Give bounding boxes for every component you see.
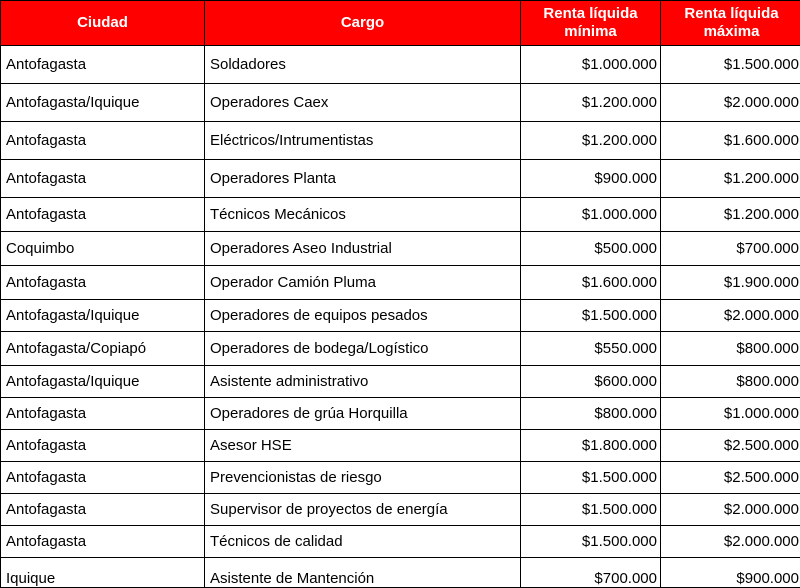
min-salary-cell[interactable]: $900.000 (521, 160, 661, 198)
position-cell[interactable]: Operador Camión Pluma (205, 266, 521, 300)
min-salary-cell[interactable]: $1.500.000 (521, 526, 661, 558)
max-salary-cell[interactable]: $800.000 (661, 332, 800, 366)
max-salary-cell[interactable]: $900.000 (661, 558, 800, 588)
max-salary-cell[interactable]: $2.500.000 (661, 462, 800, 494)
city-cell[interactable]: Antofagasta/Iquique (1, 84, 205, 122)
city-cell[interactable]: Antofagasta (1, 398, 205, 430)
min-salary-cell[interactable]: $550.000 (521, 332, 661, 366)
city-cell[interactable]: Coquimbo (1, 232, 205, 266)
city-cell[interactable]: Iquique (1, 558, 205, 588)
position-cell[interactable]: Operadores Aseo Industrial (205, 232, 521, 266)
max-salary-cell[interactable]: $2.000.000 (661, 526, 800, 558)
max-salary-cell[interactable]: $2.000.000 (661, 300, 800, 332)
header-min-line1: Renta líquida (525, 5, 656, 23)
table-row (1, 46, 800, 84)
min-salary-cell[interactable]: $1.600.000 (521, 266, 661, 300)
header-row (1, 1, 800, 46)
city-cell[interactable]: Antofagasta/Iquique (1, 366, 205, 398)
max-salary-cell[interactable]: $1.500.000 (661, 46, 800, 84)
min-salary-cell[interactable]: $800.000 (521, 398, 661, 430)
position-cell[interactable]: Eléctricos/Intrumentistas (205, 122, 521, 160)
max-salary-cell[interactable]: $1.200.000 (661, 198, 800, 232)
city-cell[interactable]: Antofagasta (1, 266, 205, 300)
city-cell[interactable]: Antofagasta/Copiapó (1, 332, 205, 366)
max-salary-cell[interactable]: $1.900.000 (661, 266, 800, 300)
city-cell[interactable]: Antofagasta (1, 462, 205, 494)
table-row (1, 430, 800, 462)
table-row (1, 198, 800, 232)
table-row (1, 122, 800, 160)
max-salary-cell[interactable]: $700.000 (661, 232, 800, 266)
max-salary-cell[interactable]: $1.200.000 (661, 160, 800, 198)
max-salary-cell[interactable]: $2.000.000 (661, 494, 800, 526)
min-salary-cell[interactable]: $1.000.000 (521, 198, 661, 232)
min-salary-cell[interactable]: $600.000 (521, 366, 661, 398)
position-cell[interactable]: Operadores Caex (205, 84, 521, 122)
city-cell[interactable]: Antofagasta (1, 526, 205, 558)
table-row (1, 300, 800, 332)
header-position[interactable]: Cargo (205, 1, 521, 46)
table-row (1, 84, 800, 122)
city-cell[interactable]: Antofagasta (1, 430, 205, 462)
max-salary-cell[interactable]: $2.000.000 (661, 84, 800, 122)
header-max-line2: máxima (665, 23, 798, 41)
table-row (1, 558, 800, 588)
position-cell[interactable]: Operadores de bodega/Logístico (205, 332, 521, 366)
city-cell[interactable]: Antofagasta (1, 122, 205, 160)
position-cell[interactable]: Operadores Planta (205, 160, 521, 198)
table-row (1, 398, 800, 430)
header-min-line2: mínima (525, 23, 656, 41)
city-cell[interactable]: Antofagasta (1, 160, 205, 198)
header-max-salary[interactable] (661, 1, 800, 46)
position-cell[interactable]: Técnicos Mecánicos (205, 198, 521, 232)
position-cell[interactable]: Operadores de grúa Horquilla (205, 398, 521, 430)
min-salary-cell[interactable]: $1.500.000 (521, 462, 661, 494)
position-cell[interactable]: Operadores de equipos pesados (205, 300, 521, 332)
position-cell[interactable]: Asistente administrativo (205, 366, 521, 398)
min-salary-cell[interactable]: $1.500.000 (521, 494, 661, 526)
min-salary-cell[interactable]: $1.500.000 (521, 300, 661, 332)
header-min-salary[interactable] (521, 1, 661, 46)
min-salary-cell[interactable]: $1.200.000 (521, 84, 661, 122)
position-cell[interactable]: Prevencionistas de riesgo (205, 462, 521, 494)
max-salary-cell[interactable]: $1.600.000 (661, 122, 800, 160)
table-row (1, 266, 800, 300)
min-salary-cell[interactable]: $1.000.000 (521, 46, 661, 84)
city-cell[interactable]: Antofagasta (1, 198, 205, 232)
position-cell[interactable]: Asistente de Mantención (205, 558, 521, 588)
city-cell[interactable]: Antofagasta (1, 46, 205, 84)
table-row (1, 232, 800, 266)
min-salary-cell[interactable]: $1.800.000 (521, 430, 661, 462)
table-row (1, 526, 800, 558)
min-salary-cell[interactable]: $1.200.000 (521, 122, 661, 160)
max-salary-cell[interactable]: $800.000 (661, 366, 800, 398)
max-salary-cell[interactable]: $2.500.000 (661, 430, 800, 462)
table-row (1, 160, 800, 198)
header-city[interactable]: Ciudad (1, 1, 205, 46)
table-row (1, 332, 800, 366)
position-cell[interactable]: Supervisor de proyectos de energía (205, 494, 521, 526)
table-row (1, 494, 800, 526)
table-row (1, 462, 800, 494)
position-cell[interactable]: Soldadores (205, 46, 521, 84)
position-cell[interactable]: Técnicos de calidad (205, 526, 521, 558)
table-row (1, 366, 800, 398)
min-salary-cell[interactable]: $500.000 (521, 232, 661, 266)
position-cell[interactable]: Asesor HSE (205, 430, 521, 462)
city-cell[interactable]: Antofagasta/Iquique (1, 300, 205, 332)
city-cell[interactable]: Antofagasta (1, 494, 205, 526)
max-salary-cell[interactable]: $1.000.000 (661, 398, 800, 430)
min-salary-cell[interactable]: $700.000 (521, 558, 661, 588)
header-max-line1: Renta líquida (665, 5, 798, 23)
